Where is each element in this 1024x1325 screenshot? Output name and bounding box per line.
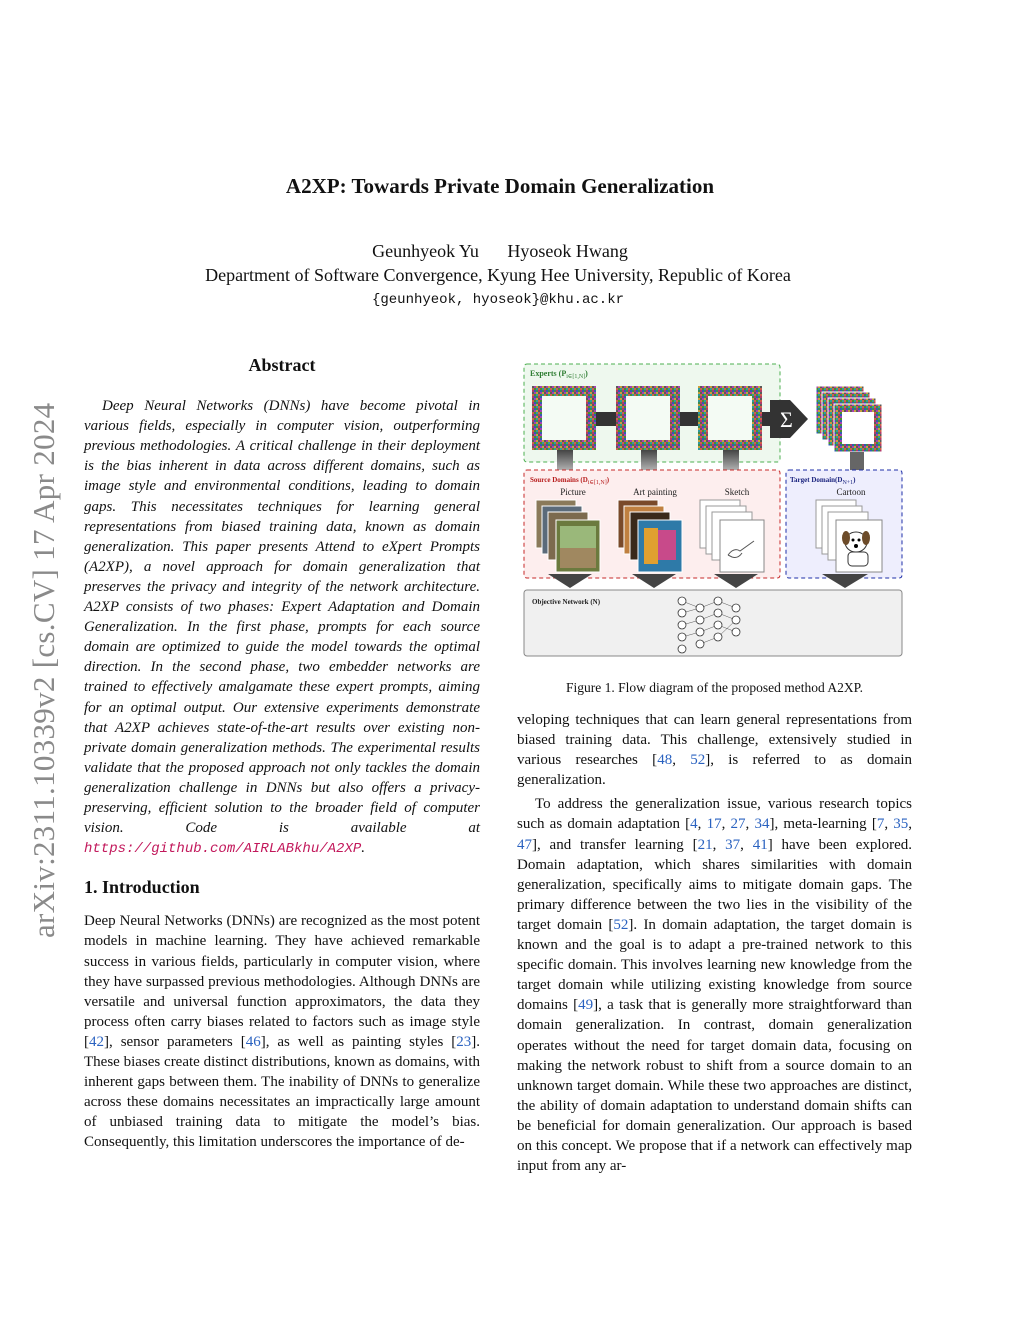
intro-paragraph-2 (517, 794, 912, 1176)
text-run: ], is referred to as domain generalization. (517, 752, 913, 789)
text-run: Deep Neural Networks (DNNs) are recognized as the most potent models in machine learning. They have achieved remarkable success in various fields, particularly in computer vision, where they have surpassed previous methodologies. Although DNNs are versatile and universal function approximators, the data they process often carry biases related to factors such as image style [ (84, 913, 480, 1050)
abstract-heading: Abstract (248, 355, 316, 375)
text-run: ], a task that is generally more straightforward than domain generalization. In contrast, domain generalization operates without the need for target domain data, focusing on making the network robust to shift from a source domain to an unknown target domain. While these two approaches are distinct, the ability of domain adaptation to understand domain shifts can be beneficial for domain generalization. Our approach is based on this concept. We propose that if a network can effectively map input from any ar- (517, 997, 913, 1175)
cartoon-dog-nose (854, 544, 858, 548)
picture-image-detail (560, 548, 596, 568)
text-run: veloping techniques that can learn general representations from biased training data. This challenge, extensively studied in various researches [ (517, 712, 912, 769)
author-2: Hyoseok Hwang (507, 241, 628, 261)
cartoon-dog-eye (858, 539, 861, 542)
citation-link[interactable]: 52 (613, 916, 629, 933)
author-1: Geunhyeok Yu (372, 241, 479, 261)
abstract-text (84, 396, 480, 859)
domain-label-picture: Picture (560, 487, 586, 497)
citation-link[interactable]: 42 (89, 1033, 104, 1050)
text-run: ], sensor parameters [ (104, 1033, 246, 1050)
source-domains-label: Source Domains (Di∈[1,N]) (530, 476, 610, 486)
expert-down-arrow (641, 450, 657, 472)
text-run: , (740, 836, 753, 853)
cartoon-dog-eye (852, 539, 855, 542)
right-column (517, 710, 912, 1176)
text-run: ], and transfer learning [ (532, 836, 698, 853)
expert-connector (680, 412, 698, 426)
abstract-body: Deep Neural Networks (DNNs) have become pivotal in various fields, especially in computer vision, outperforming previous methodologies. A critical challenge in their deployment is the bias inherent in data across different domains, such as image style and environmental conditions, leading to domain gaps. This necessitates techniques for learning general representations from biased training data, known as domain generalization. This paper presents Attend to eXpert Prompts (A2XP), a novel approach for domain generalization that preserves the privacy and integrity of the network architecture. A2XP consists of two phases: Expert Adaptation and Domain Generalization. In the first phase, prompts for each source domain are optimized to guide the model towards the optimal direction. In the second phase, two embedder networks are trained to effectively amalgamate these expert prompts, aiming for an optimal output. Our extensive experiments demonstrate that A2XP achieves state-of-the-art results over existing non-private domain generalization methods. The experimental results validate that the proposed approach not only tackles the domain generalization challenge in DNNs but also offers a privacy-preserving, efficient solution to the broader field of computer vision. Code is available at (84, 398, 480, 837)
text-run: , (745, 816, 755, 833)
citation-link[interactable]: 46 (245, 1033, 261, 1050)
sketch-image (720, 520, 764, 572)
citation-link[interactable]: 4 (690, 816, 698, 833)
author-email: {geunhyeok, hyoseok}@khu.ac.kr (371, 292, 625, 308)
author-list (0, 241, 1000, 262)
text-run: , (721, 816, 731, 833)
expert-connector (596, 412, 616, 426)
citation-link[interactable]: 35 (893, 816, 909, 833)
citation-link[interactable]: 41 (752, 836, 768, 853)
expert-down-arrow (557, 450, 573, 472)
citation-link[interactable]: 27 (730, 816, 746, 833)
domain-label-cartoon: Cartoon (836, 487, 866, 497)
cartoon-dog-ear (842, 531, 850, 545)
source-sub: i∈[1,N] (587, 480, 607, 486)
text-run: , (712, 836, 726, 853)
flow-diagram (518, 360, 906, 660)
target-sub: N+1 (842, 480, 854, 486)
combined-prompt-center (842, 412, 874, 444)
experts-sub: i∈[1,N] (566, 374, 586, 380)
citation-link[interactable]: 48 (657, 752, 673, 769)
cartoon-dog-body (848, 552, 868, 566)
sum-symbol: Σ (780, 407, 793, 432)
arxiv-stamp: arXiv:2311.10339v2 [cs.CV] 17 Apr 2024 (26, 402, 61, 938)
text-run: ], meta-learning [ (769, 816, 877, 833)
citation-link[interactable]: 37 (725, 836, 741, 853)
citation-link[interactable]: 52 (690, 752, 706, 769)
left-column (84, 355, 480, 1152)
combined-to-target-arrow (850, 452, 864, 472)
cartoon-down-arrow (822, 574, 868, 588)
figure-caption: Figure 1. Flow diagram of the proposed method A2XP. (566, 680, 863, 695)
affiliation: Department of Software Convergence, Kyung Hee University, Republic of Korea (205, 265, 791, 285)
domain-label-sketch: Sketch (724, 487, 750, 497)
text-run: ], as well as painting styles [ (260, 1033, 457, 1050)
domain-label-art: Art painting (633, 487, 677, 497)
citation-link[interactable]: 7 (876, 816, 885, 833)
picture-image-detail (560, 526, 596, 548)
art-image-detail (658, 530, 676, 560)
text-run: , (908, 816, 913, 833)
abstract-period: . (361, 840, 365, 857)
citation-link[interactable]: 21 (697, 836, 713, 853)
citation-link[interactable]: 23 (456, 1033, 472, 1050)
target-domain-label: Target Domain(DN+1) (790, 476, 856, 486)
cartoon-dog-ear (862, 531, 870, 545)
citation-link[interactable]: 17 (706, 816, 722, 833)
intro-paragraph-1-continued (517, 710, 912, 790)
text-run: ]. These biases create distinct distributions, known as domains, with inherent gaps between them. The inability of DNNs to generalize across these domains necessitates an impractically large amount of unbiased training data to mitigate the model’s bias. Consequently, this limitation underscores the importance of de- (84, 1033, 480, 1151)
figure-1 (518, 360, 906, 660)
text-run: , (697, 816, 707, 833)
sketch-down-arrow (714, 574, 758, 588)
text-run: ] have been explored. Domain adaptation, which shares similarities with domain generalization, specifically aims to mitigate domain gaps. The primary difference between the two lies in the visibility of the target domain [ (517, 836, 912, 933)
code-link[interactable]: https://github.com/AIRLABkhu/A2XP (84, 841, 362, 858)
art-down-arrow (632, 574, 676, 588)
experts-label: Experts $(P_{i\in[1,N]})$ (530, 369, 588, 380)
picture-down-arrow (548, 574, 592, 588)
text-run: , (672, 752, 691, 769)
citation-link[interactable]: 34 (754, 816, 770, 833)
text-run: ]. In domain adaptation, the target domain is known and the goal is to adapt a pre-trained network to this specific domain. This involves learning new knowledge from the target domain while utilizing existing knowledge from source domains [ (517, 916, 912, 1014)
art-image-detail (644, 528, 658, 564)
expert-prompt-1-center (542, 396, 586, 440)
paper-title: A2XP: Towards Private Domain Generalization (285, 174, 715, 198)
citation-link[interactable]: 49 (578, 997, 594, 1014)
section-heading-introduction: 1. Introduction (84, 877, 200, 898)
expert-prompt-3-center (708, 396, 752, 440)
expert-prompt-2-center (626, 396, 670, 440)
objective-network-label: Objective Network (N) (532, 598, 601, 606)
text-run: , (884, 816, 894, 833)
intro-paragraph-1 (84, 911, 480, 1152)
expert-down-arrow (723, 450, 739, 472)
citation-link[interactable]: 47 (517, 836, 532, 853)
text-run: To address the generalization issue, various research topics such as domain adaptation [ (517, 796, 912, 833)
